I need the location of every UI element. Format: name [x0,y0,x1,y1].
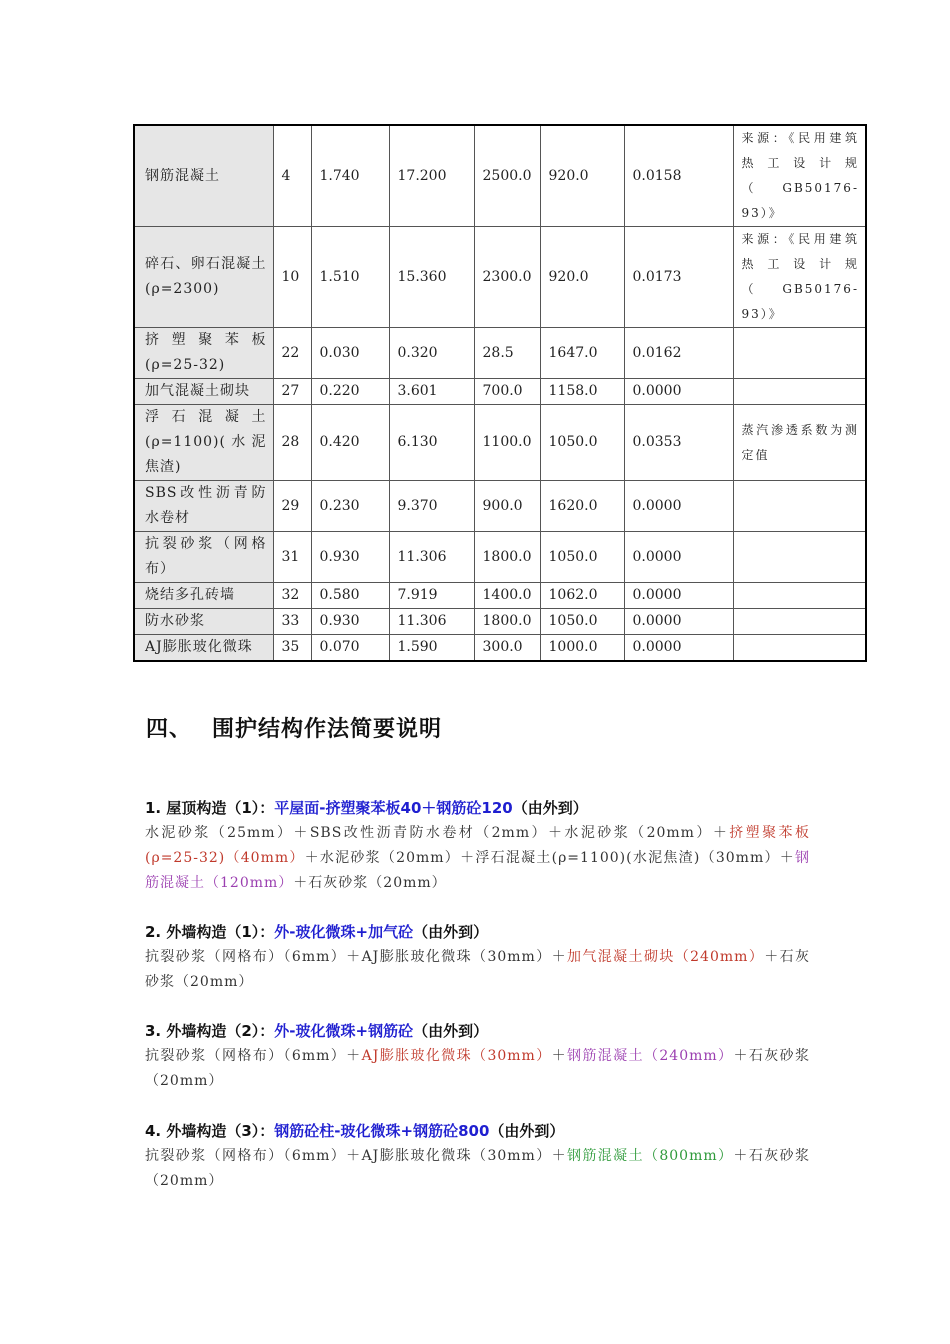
layer-text: ＋石灰砂浆（20mm） [145,1048,811,1089]
layer-text: ＋水泥砂浆（20mm）＋浮石混凝土(ρ=1100)(水泥焦渣)（30mm）＋ [304,850,795,866]
cell-value: 1.740 [311,125,389,227]
cell-value: 0.320 [389,328,474,379]
note-cell [733,481,866,532]
cell-value: 0.420 [311,405,389,481]
note-cell: 来源：《民用建筑热工设计规（GB50176-93）》 [733,125,866,227]
item-heading-highlight: 钢筋砼柱-玻化微珠+钢筋砼800 [274,1122,490,1140]
item-body [145,1044,810,1094]
cell-value: 0.0173 [624,227,733,328]
material-id: 4 [273,125,311,227]
item-heading [145,920,810,945]
material-name: AJ膨胀玻化微珠 [134,635,273,662]
material-name: 碎石、卵石混凝土(ρ=2300) [134,227,273,328]
cell-value: 0.930 [311,609,389,635]
item-heading-highlight: 外-玻化微珠+加气砼 [274,923,414,941]
layer-text: 抗裂砂浆（网格布）（6mm）＋AJ膨胀玻化微珠（30mm）＋ [145,1148,567,1164]
cell-value: 1050.0 [540,405,624,481]
cell-value: 1050.0 [540,532,624,583]
item-heading-prefix: 3. 外墙构造（2）： [145,1022,275,1040]
section-title: 围护结构作法简要说明 [212,717,443,742]
cell-value: 300.0 [474,635,540,662]
cell-value: 28.5 [474,328,540,379]
note-cell: 蒸汽渗透系数为测定值 [733,405,866,481]
cell-value: 1.590 [389,635,474,662]
section-number: 四、 [146,717,193,742]
table-row [134,609,866,635]
cell-value: 2500.0 [474,125,540,227]
cell-value: 1800.0 [474,532,540,583]
cell-value: 1000.0 [540,635,624,662]
cell-value: 900.0 [474,481,540,532]
cell-value: 17.200 [389,125,474,227]
material-name: 烧结多孔砖墙 [134,583,273,609]
construction-item-roof [145,796,810,896]
layer-insulation: 挤塑聚苯板(ρ=25-32)（40mm） [145,825,810,866]
item-body [145,945,810,995]
cell-value: 3.601 [389,379,474,405]
construction-item-wall-1 [145,920,810,995]
layer-text: ＋石灰砂浆（20mm） [293,875,447,891]
material-id: 31 [273,532,311,583]
item-heading-highlight: 外-玻化微珠+钢筋砼 [274,1022,414,1040]
cell-value: 0.0158 [624,125,733,227]
note-cell [733,583,866,609]
item-heading [145,1119,810,1144]
cell-value: 1620.0 [540,481,624,532]
item-body [145,821,810,896]
note-cell [733,328,866,379]
cell-value: 1050.0 [540,609,624,635]
material-id: 27 [273,379,311,405]
cell-value: 1647.0 [540,328,624,379]
item-body [145,1144,810,1194]
material-id: 29 [273,481,311,532]
cell-value: 1400.0 [474,583,540,609]
construction-item-wall-2 [145,1019,810,1094]
cell-value: 0.0000 [624,635,733,662]
item-heading-prefix: 1. 屋顶构造（1）： [145,799,275,817]
material-id: 28 [273,405,311,481]
cell-value: 0.0000 [624,379,733,405]
note-cell [733,635,866,662]
cell-value: 11.306 [389,532,474,583]
material-name: 浮石混凝土(ρ=1100)(水泥焦渣) [134,405,273,481]
cell-value: 0.0353 [624,405,733,481]
table-row [134,328,866,379]
layer-text: 抗裂砂浆（网格布）（6mm）＋ [145,1048,362,1064]
cell-value: 1100.0 [474,405,540,481]
table-row [134,125,866,227]
material-name: 防水砂浆 [134,609,273,635]
material-name: SBS改性沥青防水卷材 [134,481,273,532]
material-properties-table [133,124,867,662]
cell-value: 0.0000 [624,532,733,583]
cell-value: 15.360 [389,227,474,328]
cell-value: 0.230 [311,481,389,532]
note-cell [733,532,866,583]
cell-value: 11.306 [389,609,474,635]
cell-value: 920.0 [540,125,624,227]
section-heading [146,712,442,743]
item-heading [145,1019,810,1044]
material-name: 抗裂砂浆（网格布） [134,532,273,583]
note-cell [733,609,866,635]
cell-value: 0.0000 [624,481,733,532]
layer-text: ＋石灰砂浆（20mm） [145,949,811,990]
layer-text: ＋ [551,1048,568,1064]
cell-value: 0.0000 [624,609,733,635]
layer-text: 水泥砂浆（25mm）＋SBS改性沥青防水卷材（2mm）＋水泥砂浆（20mm）＋ [145,825,730,841]
layer-text: 抗裂砂浆（网格布）（6mm）＋AJ膨胀玻化微珠（30mm）＋ [145,949,567,965]
cell-value: 9.370 [389,481,474,532]
material-id: 33 [273,609,311,635]
table-row [134,481,866,532]
cell-value: 1.510 [311,227,389,328]
table-row [134,635,866,662]
cell-value: 1800.0 [474,609,540,635]
note-cell: 来源：《民用建筑热工设计规（GB50176-93）》 [733,227,866,328]
cell-value: 1062.0 [540,583,624,609]
layer-insulation: AJ膨胀玻化微珠（30mm） [361,1048,552,1064]
material-name: 挤塑聚苯板(ρ=25-32) [134,328,273,379]
cell-value: 6.130 [389,405,474,481]
layer-text: ＋石灰砂浆（20mm） [145,1148,810,1189]
cell-value: 0.030 [311,328,389,379]
layer-structure: 加气混凝土砌块（240mm） [567,949,765,965]
table-row [134,583,866,609]
layer-structure: 钢筋混凝土（800mm） [567,1148,734,1164]
item-heading-suffix: （由外到） [413,1022,489,1040]
cell-value: 0.220 [311,379,389,405]
material-name: 钢筋混凝土 [134,125,273,227]
cell-value: 0.0000 [624,583,733,609]
material-id: 22 [273,328,311,379]
item-heading-suffix: （由外到） [413,923,489,941]
cell-value: 2300.0 [474,227,540,328]
cell-value: 0.070 [311,635,389,662]
layer-structure: 钢筋混凝土（240mm） [567,1048,734,1064]
construction-item-wall-3 [145,1119,810,1194]
material-id: 35 [273,635,311,662]
table-row [134,405,866,481]
cell-value: 0.0162 [624,328,733,379]
cell-value: 1158.0 [540,379,624,405]
cell-value: 0.580 [311,583,389,609]
cell-value: 7.919 [389,583,474,609]
item-heading [145,796,810,821]
material-name: 加气混凝土砌块 [134,379,273,405]
item-heading-suffix: （由外到） [489,1122,565,1140]
item-heading-prefix: 2. 外墙构造（1）： [145,923,275,941]
item-heading-highlight: 平屋面-挤塑聚苯板40＋钢筋砼120 [274,799,513,817]
cell-value: 920.0 [540,227,624,328]
cell-value: 0.930 [311,532,389,583]
material-id: 32 [273,583,311,609]
layer-structure: 钢筋混凝土（120mm） [145,850,810,891]
note-cell [733,379,866,405]
material-id: 10 [273,227,311,328]
item-heading-prefix: 4. 外墙构造（3）： [145,1122,275,1140]
table-row [134,532,866,583]
table-row [134,379,866,405]
cell-value: 700.0 [474,379,540,405]
item-heading-suffix: （由外到） [512,799,588,817]
table-row [134,227,866,328]
